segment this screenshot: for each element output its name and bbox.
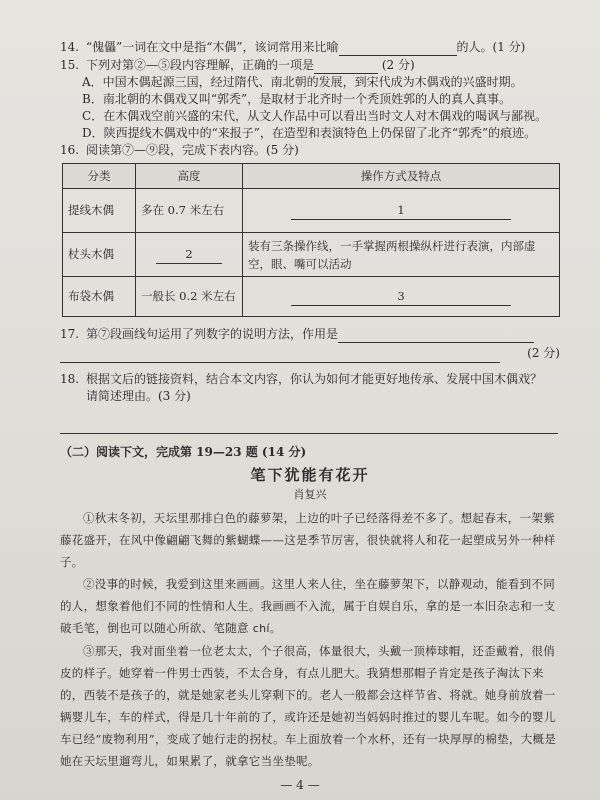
table-row <box>63 189 560 233</box>
page-number: — 4 — <box>280 778 320 792</box>
section-heading: （二）阅读下文，完成第 19—23 题 (14 分) <box>60 445 307 459</box>
question-number: 17. <box>60 327 80 341</box>
paragraph-2-text: ②没事的时候，我爱到这里来画画。这里人来人往，坐在藤萝架下，以静观动，能看到不同的人，想象着他们不同的性情和人生。我画画不入流，属于自娱自乐，拿的是一本旧杂志和一支破毛笔，倒也可以随心所欲、笔随意 <box>60 577 556 635</box>
paragraph-2 <box>60 573 560 640</box>
cell-type: 杖头木偶 <box>63 233 136 277</box>
option-d: D．陕西提线木偶戏中的“来报子”，在造型和表演特色上仍保留了北齐“郭秃”的痕迹。 <box>82 126 537 140</box>
question-number: 15. <box>60 58 80 72</box>
question-17-line2 <box>60 345 560 365</box>
article-title: 笔下犹能有花开 <box>250 466 370 484</box>
question-16 <box>60 142 560 159</box>
answer-blank[interactable] <box>339 38 457 56</box>
cell-method: 装有三条操作线，一手掌握两根操纵杆进行表演，内部虚空，眼、嘴可以活动 <box>243 233 560 277</box>
answer-blank-2[interactable]: 2 <box>156 246 222 264</box>
score: (2 分) <box>381 58 415 72</box>
question-text: 根据文后的链接资料，结合本文内容，你认为如何才能更好地传承、发展中国木偶戏？ <box>86 372 543 386</box>
question-stem: 阅读第⑦—⑨段，完成下表内容。(5 分) <box>86 143 299 157</box>
question-number: 16. <box>60 143 80 157</box>
answer-blank-1[interactable]: 1 <box>291 202 511 220</box>
answer-blank[interactable] <box>338 325 534 343</box>
header-method: 操作方式及特点 <box>243 164 560 189</box>
question-18 <box>60 371 560 388</box>
option-a: A．中国木偶起源三国，经过隋代、南北朝的发展，到宋代成为木偶戏的兴盛时期。 <box>82 75 523 89</box>
question-15 <box>60 56 560 74</box>
cell-type: 提线木偶 <box>63 189 136 233</box>
question-14 <box>60 38 560 56</box>
paragraph-1: ①秋末冬初，天坛里那排白色的藤萝架，上边的叶子已经落得差不多了。想起春末，一架紫藤花盛开，在风中像翩翩飞舞的紫蝴蝶——这是季节厉害，很快就将人和花一起塑成另外一种样子。 <box>60 511 556 569</box>
score: (2 分) <box>527 346 560 360</box>
cell-type: 布袋木偶 <box>63 277 136 317</box>
option-c: C．在木偶戏空前兴盛的宋代，从文人作品中可以看出当时文人对木偶戏的喝讽与鄙视。 <box>82 109 548 123</box>
cell-height: 多在 0.7 米左右 <box>136 189 243 233</box>
cell-height <box>136 233 243 277</box>
question-number: 14. <box>60 40 80 54</box>
question-text-after: 的人。(1 分) <box>456 40 526 54</box>
header-height: 高度 <box>136 164 243 189</box>
page-content <box>60 38 560 772</box>
table-row <box>63 233 560 277</box>
question-text: “傀儡”一词在文中是指“木偶”，该词常用来比喻 <box>86 40 339 54</box>
cell-height: 一般长 0.2 米左右 <box>136 277 243 317</box>
header-type: 分类 <box>63 164 136 189</box>
question-17 <box>60 325 560 343</box>
answer-blank-3[interactable]: 3 <box>291 288 511 306</box>
question-text: 第⑦段画线句运用了列数字的说明方法，作用是 <box>86 327 339 341</box>
cell-method <box>243 277 560 317</box>
answer-blank-2[interactable] <box>60 345 500 363</box>
q16-table <box>62 163 560 317</box>
table-row <box>63 277 560 317</box>
table-header-row <box>63 164 560 189</box>
question-stem: 下列对第②—⑤段内容理解，正确的一项是 <box>86 58 315 72</box>
cell-method <box>243 189 560 233</box>
pinyin-annotation: chí。 <box>252 622 282 635</box>
question-18-line2: 请简述理由。(3 分) <box>86 389 191 403</box>
article-author: 肖复兴 <box>293 488 327 501</box>
paragraph-3: ③那天，我对面坐着一位老太太，个子很高，体量很大，头戴一顶棒球帽，还歪戴着，很俏皮的样子。她穿着一件男士西装，不太合身，有点儿肥大。我猜想那帽子肯定是孩子淘汰下来的，西装不是孩子的，就是她家老头儿穿剩下的。老人一般都会这样节省、将就。她身前放着一辆婴儿车，车的样式，得是几十年前的了，或许还是她初当妈妈时推过的婴儿车呢。如今的婴儿车已经“废物利用”，变成了她行走的拐杖。车上面放着一个水杯，还有一块厚厚的棉垫，大概是她在天坛里遛弯儿，如果累了，就拿它当坐垫呢。 <box>60 644 557 768</box>
answer-line[interactable] <box>60 415 558 434</box>
answer-blank[interactable] <box>314 56 378 74</box>
question-number: 18. <box>60 372 80 386</box>
option-b: B．南北朝的木偶戏又叫“郭秃”，是取材于北齐时一个秃顶姓郭的人的真人真事。 <box>82 92 512 106</box>
